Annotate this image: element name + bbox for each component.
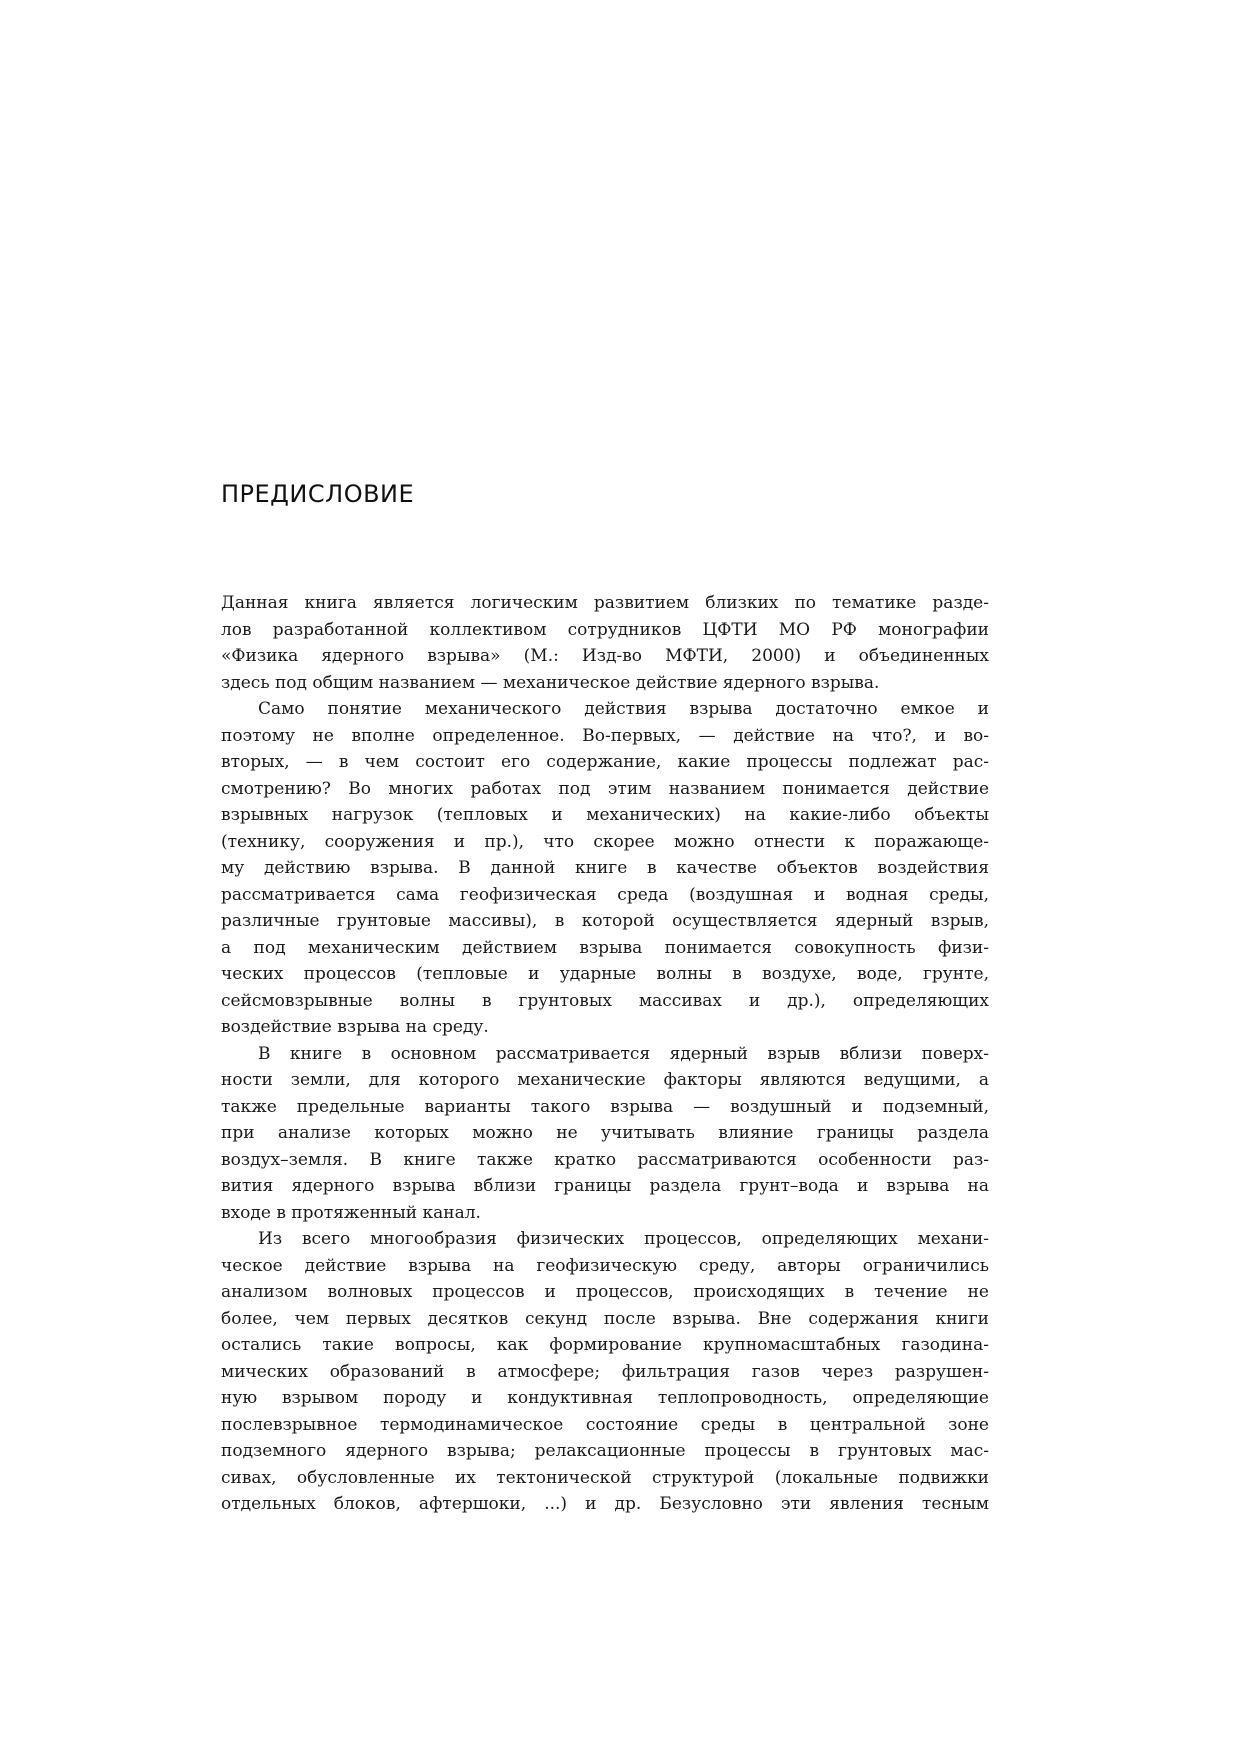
text-line: подземного ядерного взрыва; релаксационные процессы в грунтовых мас- — [221, 1441, 989, 1461]
text-line: вития ядерного взрыва вблизи границы раздела грунт–вода и взрыва на — [221, 1176, 989, 1196]
text-line: остались такие вопросы, как формирование крупномасштабных газодина- — [221, 1335, 989, 1355]
text-line: вторых, — в чем состоит его содержание, какие процессы подлежат рас- — [221, 752, 989, 772]
text-line: воздействие взрыва на среду. — [221, 1017, 489, 1037]
text-line: В книге в основном рассматривается ядерный взрыв вблизи поверх- — [258, 1043, 989, 1064]
text-line: взрывных нагрузок (тепловых и механических) на какие-либо объекты — [221, 805, 989, 825]
text-line: сивах, обусловленные их тектонической структурой (локальные подвижки — [221, 1467, 989, 1488]
text-line: мических образований в атмосфере; фильтрация газов через разрушен- — [221, 1361, 989, 1382]
text-line: Само понятие механического действия взрыва достаточно емкое и — [258, 699, 989, 719]
text-line: послевзрывное термодинамическое состояние среды в центральной зоне — [221, 1414, 989, 1435]
text-line: смотрению? Во многих работах под этим названием понимается действие — [221, 778, 989, 799]
text-line: Из всего многообразия физических процессов, определяющих механи- — [258, 1229, 989, 1249]
text-line: ческих процессов (тепловые и ударные волны в воздухе, воде, грунте, — [221, 964, 989, 984]
text-line: анализом волновых процессов и процессов, происходящих в течение не — [221, 1282, 989, 1302]
text-line: ную взрывом породу и кондуктивная теплопроводность, определяющие — [221, 1388, 989, 1408]
text-line: также предельные варианты такого взрыва — воздушный и подземный, — [221, 1096, 989, 1117]
text-line: «Физика ядерного взрыва» (М.: Изд-во МФТИ, 2000) и объединенных — [221, 646, 989, 666]
text-line: а под механическим действием взрыва понимается совокупность физи- — [221, 937, 989, 958]
text-line: (технику, сооружения и пр.), что скорее можно отнести к поражающе- — [221, 831, 989, 852]
text-line: ческое действие взрыва на геофизическую среду, авторы ограничились — [221, 1255, 989, 1276]
text-line: рассматривается сама геофизическая среда (воздушная и водная среды, — [221, 884, 989, 905]
text-line: здесь под общим названием — механическое действие ядерного взрыва. — [221, 672, 880, 693]
text-line: более, чем первых десятков секунд после взрыва. Вне содержания книги — [221, 1308, 989, 1329]
text-line: входе в протяженный канал. — [221, 1202, 481, 1223]
text-line: при анализе которых можно не учитывать влияние границы раздела — [221, 1123, 989, 1143]
text-line: отдельных блоков, афтершоки, ...) и др. Безусловно эти явления тесным — [221, 1494, 989, 1514]
text-line: воздух–земля. В книге также кратко рассматриваются особенности раз- — [221, 1149, 989, 1170]
text-line: му действию взрыва. В данной книге в качестве объектов воздействия — [221, 858, 989, 878]
body-text — [221, 590, 989, 1518]
text-line: ности земли, для которого механические факторы являются ведущими, а — [221, 1070, 989, 1090]
text-line: различные грунтовые массивы), в которой осуществляется ядерный взрыв, — [221, 911, 989, 931]
text-line: лов разработанной коллективом сотрудников ЦФТИ МО РФ монографии — [221, 619, 989, 640]
text-line: поэтому не вполне определенное. Во-первых, — действие на что?, и во- — [221, 725, 989, 746]
text-line: сейсмовзрывные волны в грунтовых массивах и др.), определяющих — [221, 990, 989, 1011]
page-title: ПРЕДИСЛОВИЕ — [221, 480, 415, 508]
text-line: Данная книга является логическим развитием близких по тематике разде- — [221, 593, 989, 613]
